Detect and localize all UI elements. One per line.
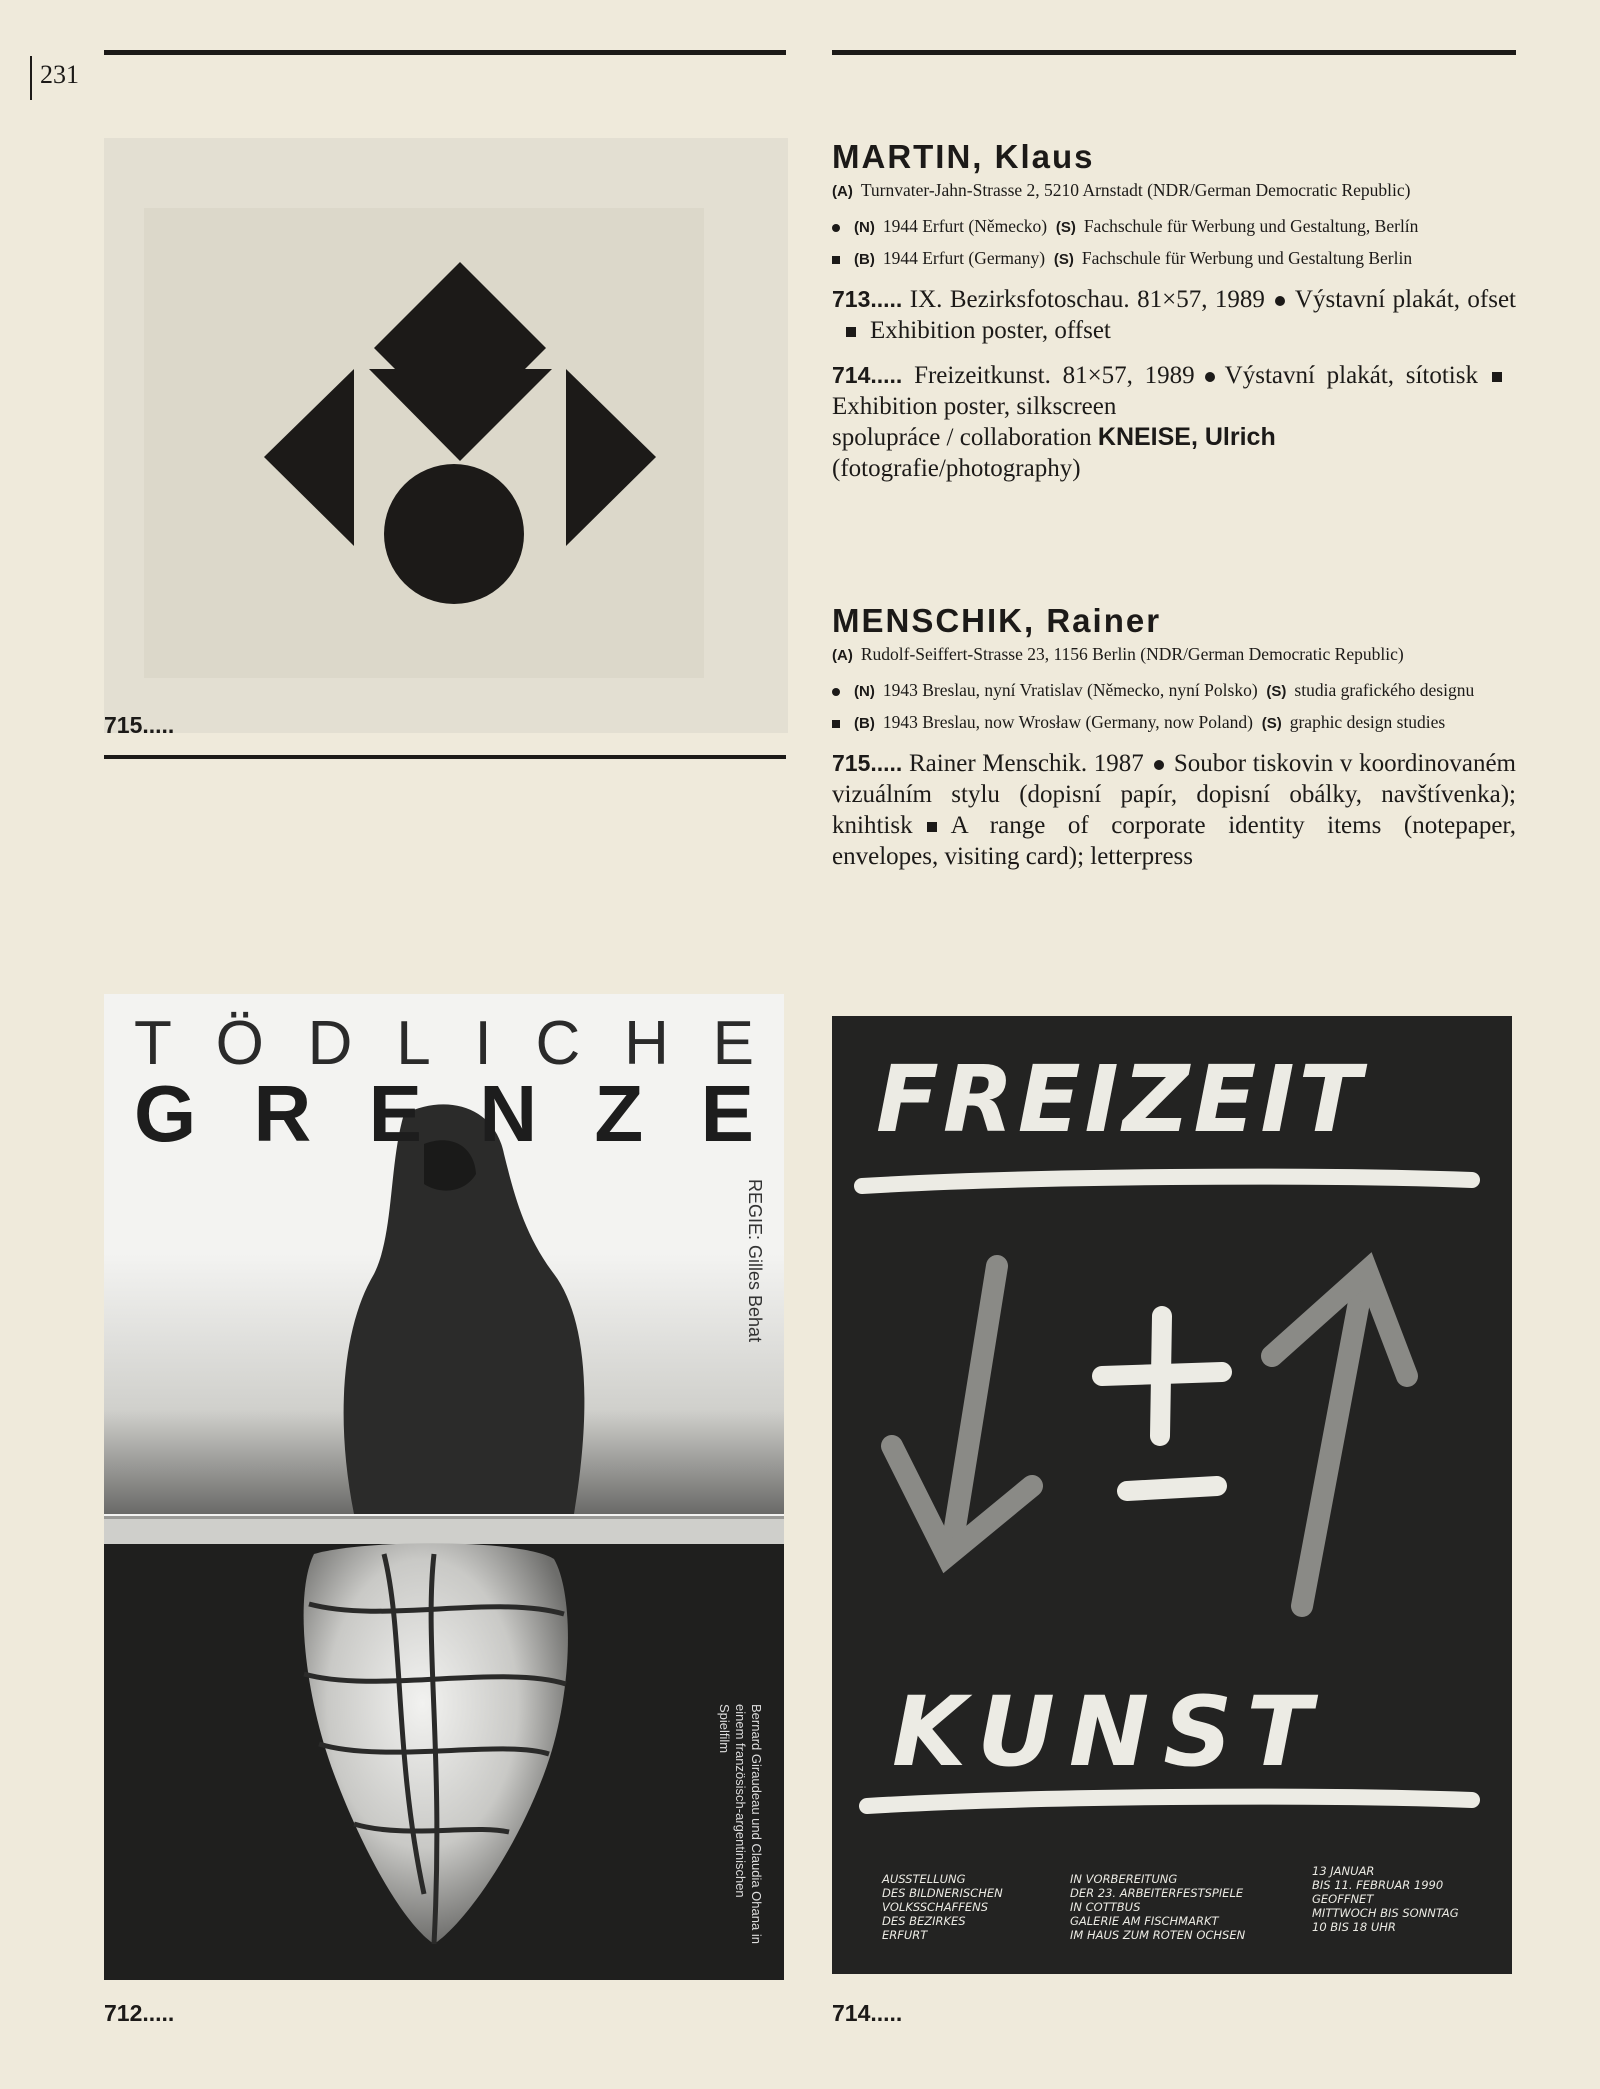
bullet-icon <box>1154 760 1164 770</box>
poster-info-col2: IN VORBEREITUNG DER 23. ARBEITERFESTSPIELE IN COTTBUS GALERIE AM FISCHMARKT IM HAUS ZUM ROTEN OCHSEN <box>1070 1872 1246 1942</box>
artist-name: MARTIN, Klaus <box>832 138 1095 175</box>
poster-director-credit: REGIE: Gilles Behat <box>745 1179 765 1343</box>
poster-cast-credit: Bernard Giraudeau und Claudia Ohana in einem französisch-argentinischen Spielfilm <box>717 1704 764 1944</box>
artist-address: (A) Turnvater-Jahn-Strasse 2, 5210 Arnstadt (NDR/German Democratic Republic) <box>832 180 1411 200</box>
poster-714-artwork <box>832 1016 1512 1974</box>
poster-info-col1: AUSSTELLUNG DES BILDNERISCHEN VOLKSSCHAFFENS DES BEZIRKES ERFURT <box>882 1872 1003 1942</box>
poster-712-toedliche-grenze <box>104 994 784 1980</box>
work-715: 715..... Rainer Menschik. 1987 Soubor tiskovin v koordinovaném vizuálním stylu (dopisní papír, dopisní obálky, navštívenka); knihtisk A range of corporate identity items (notepaper, envelopes, visiting card); letterpress <box>832 750 1517 870</box>
poster-title-top: FREIZEIT <box>876 1046 1366 1153</box>
poster-714-freizeit-kunst <box>832 1016 1512 1974</box>
top-rule-right <box>832 50 1516 55</box>
page-number-bar <box>30 56 32 100</box>
poster-title-line2: G R E N Z E <box>134 1069 754 1158</box>
artist-birth-cz: (N) 1944 Erfurt (Německo) (S) Fachschule für Werbung und Gestaltung, Berlín <box>832 216 1516 238</box>
work-713: 713..... IX. Bezirksfotoschau. 81×57, 1989 Výstavní plakát, ofsetExhibition poster, offset <box>832 286 1516 344</box>
artist-birth-en: (B) 1944 Erfurt (Germany) (S) Fachschule für Werbung und Gestaltung Berlin <box>832 248 1516 270</box>
poster-info-col3: 13 JANUAR BIS 11. FEBRUAR 1990 GEOFFNET MITTWOCH BIS SONNTAG 10 BIS 18 UHR <box>1312 1864 1459 1934</box>
square-icon <box>832 256 840 264</box>
poster-title-line1: T Ö D L I C H E <box>134 1009 754 1078</box>
bullet-icon <box>1205 372 1215 382</box>
work-714-collaboration: spolupráce / collaboration KNEISE, Ulrich (fotografie/photography) <box>832 423 1276 482</box>
bullet-icon <box>1275 296 1285 306</box>
square-icon <box>832 720 840 728</box>
mid-rule-left <box>104 755 786 759</box>
poster-title-bottom: KUNST <box>892 1676 1326 1788</box>
square-icon <box>927 822 937 832</box>
artist-address: (A) Rudolf-Seiffert-Strasse 23, 1156 Berlin (NDR/German Democratic Republic) <box>832 644 1404 664</box>
top-rule-left <box>104 50 786 55</box>
entry-martin <box>832 138 1516 484</box>
martin-logo-mark <box>104 138 788 733</box>
figure-715-caption: 715..... <box>104 712 175 738</box>
bullet-icon <box>832 224 840 232</box>
work-714: 714..... Freizeitkunst. 81×57, 1989 Výstavní plakát, sítotiskExhibition poster, silkscreen <box>832 360 1516 422</box>
artist-birth-cz: (N) 1943 Breslau, nyní Vratislav (Německo, nyní Polsko) (S) studia grafického designu <box>832 680 1516 702</box>
figure-715-image <box>104 138 788 733</box>
page-number: 231 <box>40 60 79 89</box>
artist-birth-en: (B) 1943 Breslau, now Wrosław (Germany, now Poland) (S) graphic design studies <box>832 712 1516 734</box>
square-icon <box>846 327 856 337</box>
entry-menschik <box>832 602 1516 872</box>
bullet-icon <box>832 688 840 696</box>
square-icon <box>1492 372 1502 382</box>
artist-name: MENSCHIK, Rainer <box>832 602 1162 639</box>
figure-714-caption: 714..... <box>832 2000 903 2026</box>
figure-712-caption: 712..... <box>104 2000 175 2026</box>
